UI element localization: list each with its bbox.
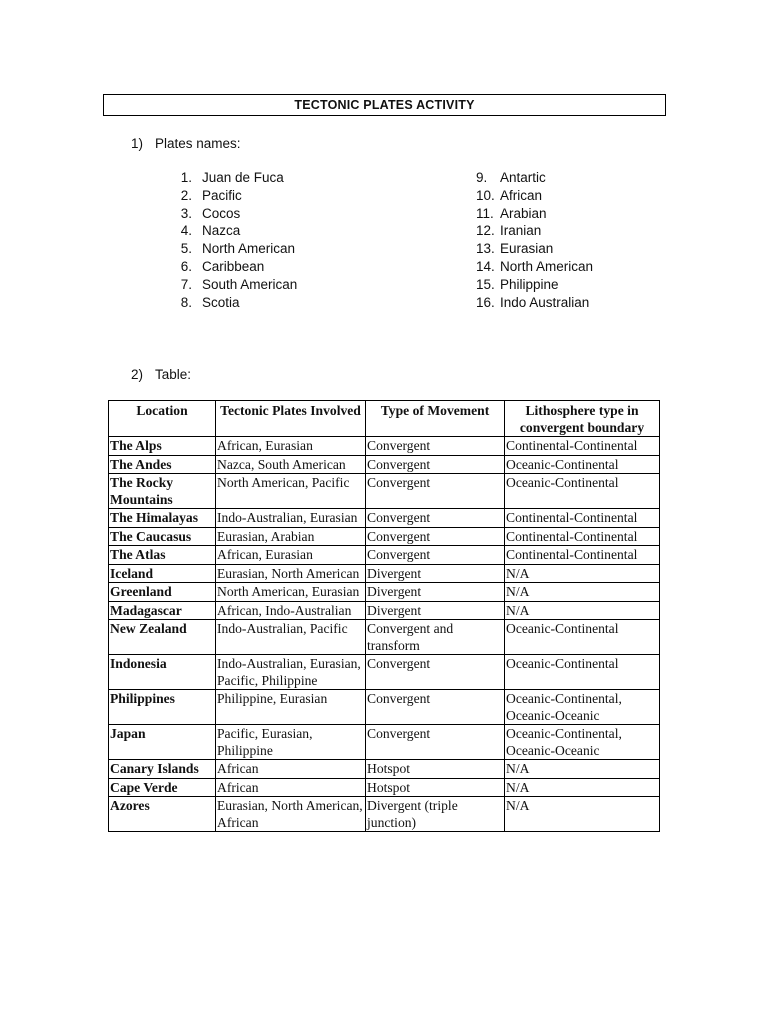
cell-plates: Indo-Australian, Eurasian — [216, 509, 366, 528]
cell-plates: Indo-Australian, Eurasian, Pacific, Philippine — [216, 655, 366, 690]
cell-location: The Caucasus — [109, 527, 216, 546]
plate-list-item — [178, 276, 297, 294]
table-row — [109, 583, 660, 602]
plate-list-item — [178, 240, 297, 258]
section-number: 2) — [131, 367, 144, 382]
cell-location: Japan — [109, 725, 216, 760]
cell-movement: Divergent (triple junction) — [366, 797, 505, 832]
plate-list-item — [476, 222, 593, 240]
cell-lithosphere: N/A — [505, 583, 660, 602]
plate-name: Scotia — [202, 294, 240, 310]
cell-plates: North American, Pacific — [216, 474, 366, 509]
cell-movement: Hotspot — [366, 760, 505, 779]
cell-lithosphere: Oceanic-Continental — [505, 474, 660, 509]
plate-name: Caribbean — [202, 258, 265, 274]
plate-number: 5. — [180, 241, 192, 257]
plate-name: North American — [500, 258, 594, 274]
cell-plates: Eurasian, North American — [216, 564, 366, 583]
cell-location: Philippines — [109, 690, 216, 725]
section-table-heading — [131, 367, 191, 383]
cell-lithosphere: N/A — [505, 797, 660, 832]
plate-number: 8. — [180, 294, 192, 310]
cell-plates: African, Eurasian — [216, 546, 366, 565]
plate-number: 14. — [476, 258, 495, 274]
table-row — [109, 437, 660, 456]
cell-plates: North American, Eurasian — [216, 583, 366, 602]
plate-list-item — [476, 276, 593, 294]
plate-name: African — [500, 187, 543, 203]
cell-location: Cape Verde — [109, 778, 216, 797]
table-row — [109, 474, 660, 509]
cell-lithosphere: Oceanic-Continental — [505, 455, 660, 474]
table-row — [109, 527, 660, 546]
cell-movement: Hotspot — [366, 778, 505, 797]
cell-location: Canary Islands — [109, 760, 216, 779]
section-label: Table: — [155, 367, 192, 382]
section-plates-names-heading — [131, 136, 241, 152]
cell-plates: Nazca, South American — [216, 455, 366, 474]
plate-name: Indo Australian — [500, 294, 590, 310]
header-location: Location — [109, 401, 216, 437]
table-body — [109, 437, 660, 832]
plate-list-item — [178, 222, 297, 240]
plate-list-item — [178, 258, 297, 276]
cell-lithosphere: N/A — [505, 601, 660, 620]
cell-movement: Convergent — [366, 474, 505, 509]
plate-name: Iranian — [500, 223, 542, 239]
cell-movement: Divergent — [366, 564, 505, 583]
plate-number: 6. — [180, 258, 192, 274]
plate-list-item — [476, 294, 593, 312]
plate-number: 9. — [476, 170, 488, 185]
cell-movement: Convergent — [366, 437, 505, 456]
table-row — [109, 564, 660, 583]
plate-list-item — [476, 205, 593, 223]
cell-movement: Convergent — [366, 455, 505, 474]
plate-list-item — [476, 258, 593, 276]
table-row — [109, 546, 660, 565]
cell-plates: Philippine, Eurasian — [216, 690, 366, 725]
page-title: TECTONIC PLATES ACTIVITY — [103, 94, 666, 116]
cell-lithosphere: Oceanic-Continental — [505, 655, 660, 690]
cell-movement: Convergent — [366, 725, 505, 760]
section-number: 1) — [131, 136, 144, 151]
cell-plates: Pacific, Eurasian, Philippine — [216, 725, 366, 760]
plate-name: North American — [202, 241, 296, 257]
plate-number: 16. — [476, 294, 495, 310]
section-label: Plates names: — [155, 136, 241, 151]
plate-number: 1. — [180, 170, 192, 185]
header-plates: Tectonic Plates Involved — [216, 401, 366, 437]
cell-lithosphere: Continental-Continental — [505, 546, 660, 565]
cell-location: The Atlas — [109, 546, 216, 565]
plate-name: Pacific — [202, 187, 242, 203]
cell-location: Iceland — [109, 564, 216, 583]
table-row — [109, 509, 660, 528]
table-header-row — [109, 401, 660, 437]
cell-location: The Andes — [109, 455, 216, 474]
cell-lithosphere: N/A — [505, 778, 660, 797]
cell-location: Greenland — [109, 583, 216, 602]
plate-name: Arabian — [500, 205, 547, 221]
plates-list-left — [178, 169, 297, 311]
plate-name: Juan de Fuca — [202, 170, 284, 185]
cell-plates: Eurasian, Arabian — [216, 527, 366, 546]
cell-plates: African, Eurasian — [216, 437, 366, 456]
cell-location: Madagascar — [109, 601, 216, 620]
plate-name: South American — [202, 276, 298, 292]
cell-lithosphere: N/A — [505, 564, 660, 583]
cell-location: New Zealand — [109, 620, 216, 655]
cell-location: The Rocky Mountains — [109, 474, 216, 509]
table-row — [109, 601, 660, 620]
cell-location: Indonesia — [109, 655, 216, 690]
table-row — [109, 455, 660, 474]
plate-name: Nazca — [202, 223, 241, 239]
cell-lithosphere: Continental-Continental — [505, 527, 660, 546]
cell-plates: African — [216, 778, 366, 797]
cell-movement: Convergent — [366, 509, 505, 528]
cell-movement: Convergent — [366, 690, 505, 725]
plate-number: 2. — [180, 187, 192, 203]
cell-location: The Alps — [109, 437, 216, 456]
cell-lithosphere: Oceanic-Continental, Oceanic-Oceanic — [505, 690, 660, 725]
tectonic-table — [108, 400, 660, 832]
cell-lithosphere: Continental-Continental — [505, 437, 660, 456]
cell-movement: Convergent — [366, 527, 505, 546]
plate-name: Philippine — [500, 276, 559, 292]
cell-plates: African, Indo-Australian — [216, 601, 366, 620]
cell-movement: Divergent — [366, 601, 505, 620]
plate-name: Cocos — [202, 205, 241, 221]
cell-lithosphere: Continental-Continental — [505, 509, 660, 528]
plate-number: 4. — [180, 223, 192, 239]
cell-location: Azores — [109, 797, 216, 832]
cell-lithosphere: Oceanic-Continental — [505, 620, 660, 655]
plate-number: 12. — [476, 223, 495, 239]
table-row — [109, 725, 660, 760]
plate-number: 7. — [180, 276, 192, 292]
cell-movement: Convergent and transform — [366, 620, 505, 655]
plate-number: 3. — [180, 205, 192, 221]
cell-location: The Himalayas — [109, 509, 216, 528]
header-lithosphere: Lithosphere type in convergent boundary — [505, 401, 660, 437]
plate-list-item — [476, 187, 593, 205]
plate-list-item — [476, 240, 593, 258]
table-row — [109, 620, 660, 655]
plate-number: 11. — [476, 205, 494, 221]
cell-lithosphere: Oceanic-Continental, Oceanic-Oceanic — [505, 725, 660, 760]
plate-number: 15. — [476, 276, 495, 292]
plate-name: Antartic — [500, 170, 546, 185]
header-movement: Type of Movement — [366, 401, 505, 437]
table-row — [109, 797, 660, 832]
plates-list-right — [476, 169, 593, 311]
cell-movement: Convergent — [366, 546, 505, 565]
plate-list-item — [178, 205, 297, 223]
cell-plates: Indo-Australian, Pacific — [216, 620, 366, 655]
cell-movement: Divergent — [366, 583, 505, 602]
table-row — [109, 760, 660, 779]
table-row — [109, 655, 660, 690]
table-row — [109, 690, 660, 725]
plate-list-item — [476, 169, 593, 187]
plate-number: 13. — [476, 241, 495, 257]
table-row — [109, 778, 660, 797]
plate-list-item — [178, 294, 297, 312]
cell-lithosphere: N/A — [505, 760, 660, 779]
cell-movement: Convergent — [366, 655, 505, 690]
cell-plates: African — [216, 760, 366, 779]
cell-plates: Eurasian, North American, African — [216, 797, 366, 832]
plate-number: 10. — [476, 187, 495, 203]
plate-list-item — [178, 169, 297, 187]
plate-name: Eurasian — [500, 241, 554, 257]
plate-list-item — [178, 187, 297, 205]
